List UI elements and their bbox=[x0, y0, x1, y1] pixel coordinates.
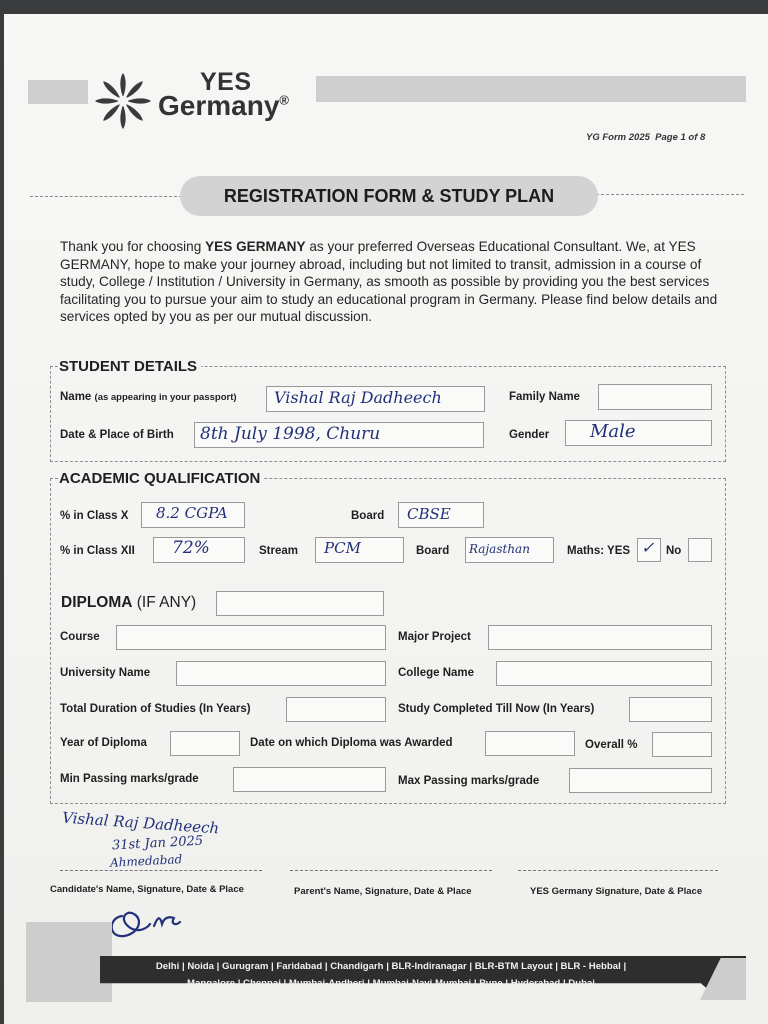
awarded-label: Date on which Diploma was Awarded bbox=[250, 737, 453, 749]
yg-sig-line bbox=[518, 870, 718, 871]
intro-brand: YES GERMANY bbox=[205, 239, 306, 254]
class-x-label: % in Class X bbox=[60, 510, 129, 522]
completed-field[interactable] bbox=[629, 697, 712, 722]
form-reference: YG Form 2025 Page 1 of 8 bbox=[586, 132, 706, 143]
footer-offices-line2: Mangalore | Chennai | Mumbai-Andheri | Mumbai-Navi Mumbai | Pune | Hyderabad | Dubai bbox=[187, 978, 595, 989]
gender-value: Male bbox=[590, 421, 636, 442]
candidate-hand-name: Vishal Raj Dadheech bbox=[61, 808, 220, 838]
min-marks-field[interactable] bbox=[233, 767, 386, 792]
university-label: University Name bbox=[60, 667, 151, 679]
name-label bbox=[60, 391, 237, 403]
logo bbox=[92, 66, 312, 136]
year-label: Year of Diploma bbox=[60, 737, 147, 749]
academic-title: ACADEMIC QUALIFICATION bbox=[59, 470, 264, 487]
family-name-label: Family Name bbox=[509, 391, 580, 403]
course-label: Course bbox=[60, 631, 100, 643]
candidate-signature-scribble bbox=[104, 894, 194, 942]
header-bar-left bbox=[28, 80, 88, 104]
board-x-value: CBSE bbox=[407, 505, 451, 523]
duration-field[interactable] bbox=[286, 697, 386, 722]
brand-registered: ® bbox=[279, 92, 289, 108]
footer-offices-line1: Delhi | Noida | Gurugram | Faridabad | Chandigarh | BLR-Indiranagar | BLR-BTM Layout | BLR - Hebbal | bbox=[155, 961, 627, 972]
stream-label: Stream bbox=[259, 545, 298, 557]
max-marks-label: Max Passing marks/grade bbox=[398, 775, 540, 787]
duration-label: Total Duration of Studies (In Years) bbox=[60, 703, 251, 715]
major-project-field[interactable] bbox=[488, 625, 712, 650]
dob-label: Date & Place of Birth bbox=[60, 429, 174, 441]
university-field[interactable] bbox=[176, 661, 386, 686]
logo-mark-icon bbox=[92, 70, 154, 132]
parent-sig-label: Parent's Name, Signature, Date & Place bbox=[294, 886, 472, 897]
intro-text-1: Thank you for choosing bbox=[60, 239, 206, 254]
board-xii-value: Rajasthan bbox=[469, 542, 530, 556]
maths-yes-label: Maths: YES bbox=[567, 545, 631, 557]
diploma-title-bold: DIPLOMA bbox=[61, 594, 133, 611]
header-bar-right bbox=[316, 76, 746, 102]
diploma-title bbox=[61, 594, 196, 612]
family-name-field[interactable] bbox=[598, 384, 712, 410]
maths-no-checkbox[interactable] bbox=[688, 538, 712, 562]
page-title: REGISTRATION FORM & STUDY PLAN bbox=[180, 176, 598, 216]
intro-text-2: as your preferred Overseas Educational Consultant. We, at YES GERMANY, hope to make your journey abroad, including but not limited to transit, admission in a course of study, College / Institution / University in Germany, as smooth as possible by providing you the best services facilitating you to pursue your aim to study an educational program in Germany. Please find below details and services opted by you as per our mutual discussion. bbox=[60, 239, 718, 325]
diploma-field[interactable] bbox=[216, 591, 384, 616]
footer-grey-left bbox=[26, 922, 112, 1002]
intro-paragraph bbox=[60, 238, 726, 326]
yg-sig-label: YES Germany Signature, Date & Place bbox=[530, 886, 703, 897]
college-field[interactable] bbox=[496, 661, 712, 686]
name-label-note: (as appearing in your passport) bbox=[94, 392, 237, 403]
candidate-sig-line bbox=[60, 870, 262, 871]
maths-no-label: No bbox=[666, 545, 682, 557]
major-project-label: Major Project bbox=[398, 631, 471, 643]
name-value: Vishal Raj Dadheech bbox=[274, 388, 442, 407]
class-xii-value: 72% bbox=[172, 538, 210, 558]
student-details-title: STUDENT DETAILS bbox=[59, 358, 201, 375]
year-field[interactable] bbox=[170, 731, 240, 756]
gender-field[interactable] bbox=[565, 420, 712, 446]
title-dotline-left bbox=[30, 196, 182, 197]
overall-field[interactable] bbox=[652, 732, 712, 757]
parent-sig-line bbox=[290, 870, 492, 871]
awarded-field[interactable] bbox=[485, 731, 575, 756]
stream-value: PCM bbox=[324, 539, 361, 557]
class-x-value: 8.2 CGPA bbox=[156, 504, 228, 522]
college-label: College Name bbox=[398, 667, 475, 679]
name-label-text: Name bbox=[60, 391, 92, 403]
class-xii-label: % in Class XII bbox=[60, 545, 135, 557]
dob-value: 8th July 1998, Churu bbox=[200, 424, 381, 444]
maths-yes-check: ✓ bbox=[641, 538, 655, 557]
course-field[interactable] bbox=[116, 625, 386, 650]
candidate-hand-date: 31st Jan 2025 bbox=[111, 833, 204, 854]
board-x-label: Board bbox=[351, 510, 385, 522]
completed-label: Study Completed Till Now (In Years) bbox=[398, 703, 595, 715]
brand-line1: YES bbox=[200, 68, 252, 96]
brand-name: Germany bbox=[158, 90, 280, 121]
brand-line2 bbox=[158, 90, 289, 122]
title-dotline-right bbox=[596, 194, 744, 195]
min-marks-label: Min Passing marks/grade bbox=[60, 773, 199, 785]
board-xii-label: Board bbox=[416, 545, 450, 557]
overall-label: Overall % bbox=[585, 739, 638, 751]
form-page bbox=[4, 14, 768, 1024]
candidate-hand-place: Ahmedabad bbox=[109, 852, 183, 870]
diploma-title-rest: (IF ANY) bbox=[132, 594, 197, 611]
candidate-sig-label: Candidate's Name, Signature, Date & Place bbox=[50, 884, 244, 895]
max-marks-field[interactable] bbox=[569, 768, 712, 793]
gender-label: Gender bbox=[509, 429, 550, 441]
